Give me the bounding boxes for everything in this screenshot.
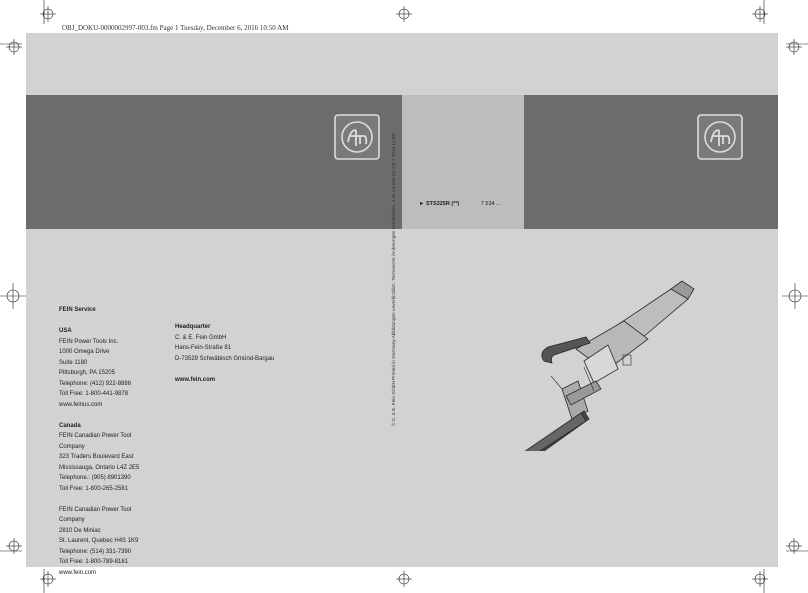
address-line: Pittsburgh, PA 15205 (59, 370, 115, 376)
print-header: OBJ_DOKU-0000002997-003.fm Page 1 Tuesday, December 6, 2016 10:50 AM (62, 24, 289, 32)
cover-sheet (26, 33, 778, 576)
model-name: STS325R (**) (425, 201, 460, 207)
service-contacts (59, 305, 139, 578)
address-line: Suite 1180 (59, 359, 88, 366)
phone-line: Telephone: (514) 331-7390 (59, 548, 132, 555)
address-line: Company (59, 517, 85, 523)
address-line: 323 Traders Boulevard East (59, 454, 134, 460)
fein-logo-icon (334, 114, 380, 160)
registration-mark-left (0, 283, 26, 309)
address-line: FEIN Canadian Power Tool (59, 433, 132, 439)
address-line: St. Laurent, Quebec H4S 1K9 (59, 538, 139, 544)
canada-heading: Canada (59, 422, 81, 429)
website-line: www.feinus.com (59, 401, 103, 408)
address-line: 1000 Omega Drive (59, 349, 110, 355)
phone-line: Toll Free: 1-800-789-8181 (59, 559, 129, 565)
address-line: Mississauga, Ontario L4Z 2E5 (59, 464, 140, 471)
address-line: C. & E. Fein GmbH (175, 334, 227, 341)
address-line: Hans-Fein-Straße 81 (175, 345, 232, 351)
address-line: FEIN Power Tools Inc. (59, 338, 119, 345)
headquarter-heading: Headquarter (175, 324, 211, 330)
headquarter-contacts (175, 322, 274, 385)
service-title: FEIN Service (59, 307, 96, 313)
usa-heading: USA (59, 328, 72, 334)
address-line: D-73529 Schwäbisch Gmünd-Bargau (175, 355, 275, 362)
registration-mark-top-center (396, 6, 412, 22)
model-number: 7 534 ... (480, 201, 501, 207)
spine-band (402, 95, 524, 229)
registration-mark-bottom-center (396, 571, 412, 587)
phone-line: Telephone: (412) 922-8886 (59, 380, 132, 387)
copyright-vertical-text: © C. & E. Fein GmbH Printed in Germany Abbildungen unverbindlich. Technische Änderungen vorbehalten. 3 41 01 062 21 0 B 7 2016.12 DE. (391, 131, 396, 426)
registration-mark-right (782, 283, 808, 309)
address-line: 2810 De Miniac (59, 527, 101, 534)
address-line: FEIN Canadian Power Tool (59, 506, 132, 513)
headquarter-website: www.fein.com (175, 376, 216, 383)
phone-line: Toll Free: 1-800-441-9878 (59, 391, 129, 397)
model-label (419, 201, 501, 207)
website-line: www.fein.com (59, 569, 97, 576)
address-line: Company (59, 443, 85, 450)
fein-logo-icon (697, 114, 743, 160)
phone-line: Toll Free: 1-800-265-2581 (59, 485, 129, 492)
phone-line: Telephone.: (905) 8901390 (59, 475, 131, 481)
model-arrow-icon: ► (419, 201, 425, 207)
reciprocating-saw-illustration (466, 271, 696, 451)
